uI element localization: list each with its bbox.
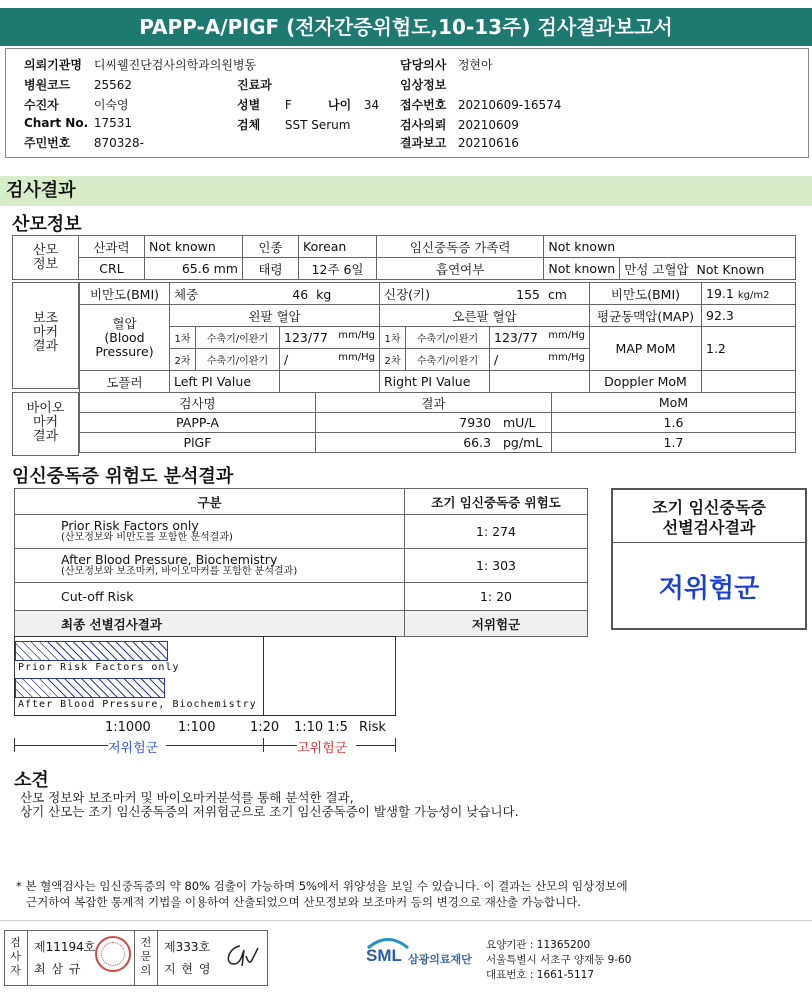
sex-row: 성별 F xyxy=(237,98,292,112)
examiner-id: 제11194호 xyxy=(34,940,96,954)
parity-label: 산과력 xyxy=(79,236,145,258)
final-box-value: 저위험군 xyxy=(658,574,760,604)
specialist-name: 지 현 영 xyxy=(164,962,212,976)
conclusion-title: 소견 xyxy=(14,770,49,791)
conclusion-line-1: 산모 정보와 보조마커 및 바이오마커분석를 통해 분석한 결과, xyxy=(20,790,354,805)
specialist-label: 전 문 의 xyxy=(134,930,158,986)
bio-header-result: 결과 xyxy=(316,393,552,413)
tick-label: Risk xyxy=(359,720,386,735)
institution-phone: 대표번호 : 1661-5117 xyxy=(486,969,595,981)
bio-row: PAPP-A 7930 mU/L 1.6 xyxy=(80,413,796,433)
bio-row: PlGF 66.3 pg/mL 1.7 xyxy=(80,433,796,453)
rrn-row: 주민번호 870328- xyxy=(24,136,144,150)
report-row: 결과보고 20210616 xyxy=(400,136,519,150)
smoke-value: Not known xyxy=(544,258,620,280)
bmi-value: 19.1 kg/m2 xyxy=(702,283,796,305)
right-pi-value xyxy=(490,371,590,393)
race-label: 인종 xyxy=(243,236,299,258)
left-pi-value xyxy=(280,371,380,393)
height-cell: 신장(키) 155 cm xyxy=(380,283,590,305)
logo-sml: SML xyxy=(366,946,402,965)
map-label: 평균동맥압(MAP) xyxy=(590,305,702,327)
bp-label: 혈압 (Blood Pressure) xyxy=(80,305,170,371)
risk-row: After Blood Pressure, Biochemistry (산모정보와 보조마커, 바이오마커를 포함한 분석결과) 1: 303 xyxy=(15,549,588,583)
tick-label: 1:5 xyxy=(327,720,348,735)
left-second: 2차 xyxy=(170,349,196,371)
examiner-name: 최 삼 규 xyxy=(34,962,82,976)
note-line-2: 근거하여 복잡한 통계적 기법을 이용하여 산출되었으며 산모정보와 보조마커 등의 변경으로 재산출 가능합니다. xyxy=(26,895,581,909)
final-label: 최종 선별검사결과 xyxy=(15,611,405,637)
bio-header-mom: MoM xyxy=(552,393,796,413)
bar-label-prior: Prior Risk Factors only xyxy=(18,662,180,673)
ga-value: 12주 6일 xyxy=(299,258,377,280)
chart-row: Chart No. 17531 xyxy=(24,116,133,130)
right-bp2: / mm/Hg xyxy=(490,349,590,371)
aux-table xyxy=(79,282,796,393)
cutoff-line xyxy=(263,636,264,716)
left-sysdia: 수축기/이완기 xyxy=(196,327,280,349)
low-range-line-2 xyxy=(166,745,263,746)
logo-org: 삼광의료재단 xyxy=(408,953,472,966)
left-bp2: / mm/Hg xyxy=(280,349,380,371)
htn-cell: 만성 고혈압 Not Known xyxy=(620,258,796,280)
bar-label-after: After Blood Pressure, Biochemistry xyxy=(18,699,257,710)
tick-label: 1:1000 xyxy=(105,720,151,735)
report-title: PAPP-A/PlGF (전자간증위험도,10-13주) 검사결과보고서 xyxy=(0,8,812,46)
bio-group-label: 바이오 마커 결과 xyxy=(26,401,65,444)
crl-label: CRL xyxy=(79,258,145,280)
right-second: 2차 xyxy=(380,349,406,371)
bmi-label: 비만도(BMI) xyxy=(80,283,170,305)
aux-group-label: 보조 마커 결과 xyxy=(32,311,59,354)
risk-row: Cut-off Risk 1: 20 xyxy=(15,583,588,611)
final-value: 저위험군 xyxy=(405,611,588,637)
institution-address: 서울특별시 서초구 양재동 9-60 xyxy=(486,954,632,966)
family-label: 임신중독증 가족력 xyxy=(377,236,544,258)
maternal-title: 산모정보 xyxy=(12,214,82,235)
maternal-group-label: 산모 정보 xyxy=(13,236,79,280)
note-line-1: * 본 혈액검사는 임신중독증의 약 80% 검출이 가능하며 5%에서 위양성을 보일 수 있습니다. 이 결과는 산모의 임상정보에 xyxy=(16,879,628,893)
risk-header-risk: 조기 임신중독증 위험도 xyxy=(405,489,588,515)
family-value: Not known xyxy=(544,236,796,258)
hospital-row: 의뢰기관명 디씨웰진단검사의학과의원병동 xyxy=(24,58,257,72)
low-risk-label: 저위험군 xyxy=(108,741,159,756)
left-sysdia2: 수축기/이완기 xyxy=(196,349,280,371)
doppler-mom-label: Doppler MoM xyxy=(590,371,702,393)
institution-code: 요양기관 : 11365200 xyxy=(486,939,591,951)
high-risk-label: 고위험군 xyxy=(297,741,348,756)
right-bp-label: 오른팔 혈압 xyxy=(380,305,590,327)
map-value: 92.3 xyxy=(702,305,796,327)
specialist-id: 제333호 xyxy=(164,940,211,954)
left-bp1: 123/77 mm/Hg xyxy=(280,327,380,349)
weight-cell: 체중 46 kg xyxy=(170,283,380,305)
risk-row: Prior Risk Factors only (산모정보와 비만도를 포함한 분석결과) 1: 274 xyxy=(15,515,588,549)
risk-table xyxy=(14,488,588,637)
tick-label: 1:20 xyxy=(250,720,280,735)
smoke-label: 흡연여부 xyxy=(377,258,544,280)
bio-table xyxy=(79,392,796,453)
maternal-table xyxy=(12,235,796,280)
risk-header-category: 구분 xyxy=(15,489,405,515)
final-box-title: 조기 임신중독증 선별검사결과 xyxy=(652,498,766,537)
seal-stamp-icon xyxy=(95,936,131,972)
crl-value: 65.6 mm xyxy=(145,258,243,280)
right-sysdia: 수축기/이완기 xyxy=(406,327,490,349)
right-sysdia2: 수축기/이완기 xyxy=(406,349,490,371)
examiner-label: 검 사 자 xyxy=(4,930,28,986)
specimen-row: 검체 SST Serum xyxy=(237,118,351,132)
clinical-row: 임상정보 xyxy=(400,78,447,92)
final-box-divider xyxy=(613,542,805,543)
right-pi-label: Right PI Value xyxy=(380,371,490,393)
map-mom-label: MAP MoM xyxy=(590,327,702,371)
bmi2-label: 비만도(BMI) xyxy=(590,283,702,305)
low-range-line xyxy=(14,745,108,746)
request-row: 검사의뢰 20210609 xyxy=(400,118,519,132)
doppler-label: 도플러 xyxy=(80,371,170,393)
code-row: 병원코드 25562 xyxy=(24,78,133,92)
age-row: 나이 34 xyxy=(328,98,380,112)
map-mom-value: 1.2 xyxy=(702,327,796,371)
patient-row: 수진자 이숙영 xyxy=(24,98,129,112)
bio-header-name: 검사명 xyxy=(80,393,316,413)
tick-label: 1:10 xyxy=(294,720,324,735)
high-range-line xyxy=(263,745,297,746)
risk-title: 임신중독증 위험도 분석결과 xyxy=(12,466,234,487)
footer-divider xyxy=(0,920,812,921)
dept-row: 진료과 xyxy=(237,78,272,92)
doctor-row: 담당의사 정현아 xyxy=(400,58,493,72)
doppler-mom-value xyxy=(702,371,796,393)
left-pi-label: Left PI Value xyxy=(170,371,280,393)
right-bp1: 123/77 mm/Hg xyxy=(490,327,590,349)
left-first: 1차 xyxy=(170,327,196,349)
receipt-row: 접수번호 20210609-16574 xyxy=(400,98,562,112)
high-range-line-2 xyxy=(356,745,396,746)
conclusion-line-2: 상기 산모는 조기 임신중독증의 저위험군으로 조기 임신중독증이 발생할 가능성이 낮습니다. xyxy=(20,804,519,819)
section-title: 검사결과 xyxy=(0,176,812,206)
bar-prior-risk xyxy=(15,641,168,661)
bar-after-bp xyxy=(15,678,165,698)
signature-icon xyxy=(222,942,262,972)
tick-label: 1:100 xyxy=(178,720,216,735)
left-bp-label: 왼팔 혈압 xyxy=(170,305,380,327)
right-first: 1차 xyxy=(380,327,406,349)
parity-value: Not known xyxy=(145,236,243,258)
ga-label: 태령 xyxy=(243,258,299,280)
race-value: Korean xyxy=(299,236,377,258)
range-tick-end xyxy=(395,738,396,752)
